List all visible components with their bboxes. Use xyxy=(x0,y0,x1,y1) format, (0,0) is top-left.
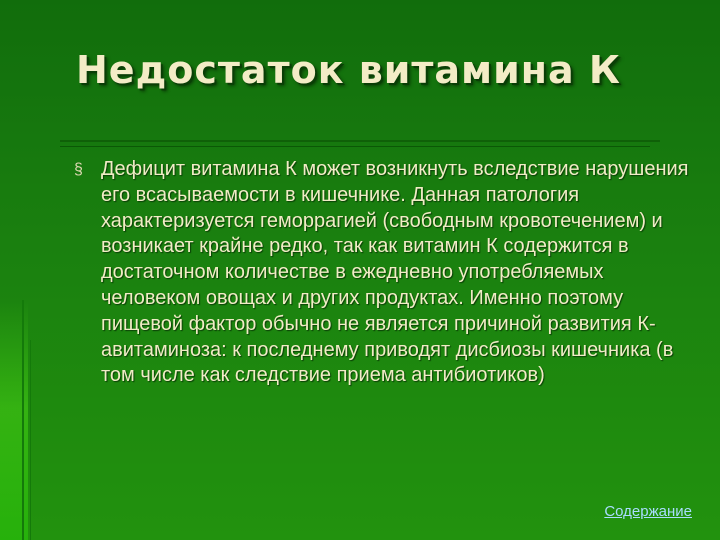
decorative-line xyxy=(60,146,650,147)
decorative-line xyxy=(30,340,31,540)
bullet-item xyxy=(74,157,694,389)
bullet-text: Дефицит витамина К может возникнуть вследствие нарушения его всасываемости в кишечнике. Данная патология характеризуется геморрагией (свободным кровотечением) и возникает крайне редко, так как витамин К содержится в достаточном количестве в ежедневно употребляемых человеком овощах и других продуктах. Именно поэтому пищевой фактор обычно не является причиной развития К-авитаминоза: к последнему приводят дисбиозы кишечника (в том числе как следствие приема антибиотиков) xyxy=(101,158,689,387)
decorative-line xyxy=(22,300,24,540)
slide-title: Недостаток витамина К xyxy=(76,48,621,92)
decorative-line xyxy=(60,140,660,142)
contents-link[interactable]: Содержание xyxy=(604,503,692,520)
section-sign-bullet-icon: § xyxy=(74,161,83,178)
